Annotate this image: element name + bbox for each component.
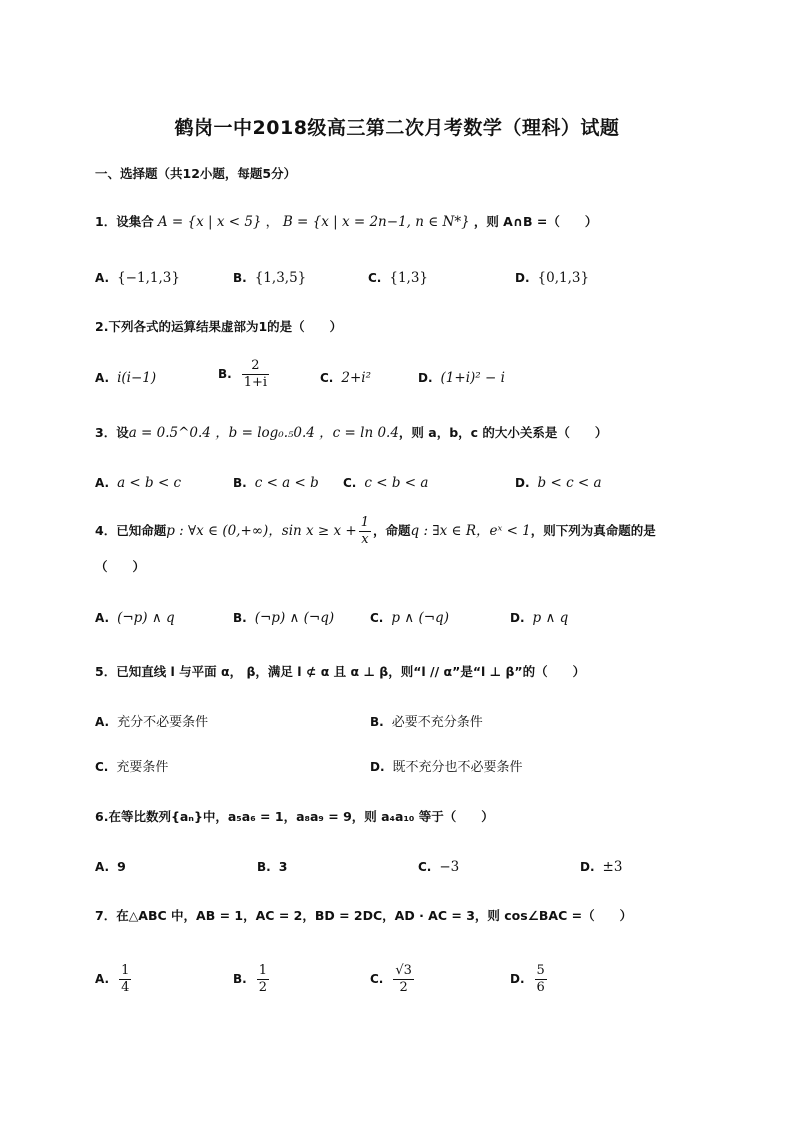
q1-tail: ，则 A∩B =（ ） xyxy=(473,214,598,229)
q6-option-c: C. −3 xyxy=(418,859,460,875)
q7-option-a: A. $\frac{1}{4}$ xyxy=(95,963,130,995)
page-title: 鹤岗一中2018级高三第二次月考数学（理科）试题 xyxy=(174,117,620,139)
q4-option-d: D. p ∧ q xyxy=(510,610,569,626)
question-7: 7．在△ABC 中，AB = 1，AC = 2，BD = 2DC，AD · AC = 3，则 cos∠BAC =（ ） xyxy=(95,908,633,923)
question-4: 4．已知命题p : ∀x ∈ (0,+∞)，sin x ≥ x + $\frac{1}{x}$ ，命题q : ∃x ∈ R，eˣ < 1，则下列为真命题的是 xyxy=(95,515,656,547)
question-1 xyxy=(95,213,597,232)
q3-option-d: D. b < c < a xyxy=(515,475,602,491)
q5-option-c: C. 充要条件 xyxy=(95,760,169,775)
q3-option-b: B. c < a < b xyxy=(233,475,319,491)
q2-option-c: C. 2+i² xyxy=(320,370,372,386)
q7-option-d: D. $\frac{5}{6}$ xyxy=(510,963,545,995)
q4-option-b: B. (¬p) ∧ (¬q) xyxy=(233,610,335,626)
q2-option-d: D. (1+i)² − i xyxy=(418,370,505,386)
q1-sep: ， xyxy=(265,215,279,230)
q6-option-b: B. 3 xyxy=(257,859,288,874)
q2-option-b: B. $\frac{2}{1+i}$ xyxy=(218,358,268,390)
q7-option-b: B. $\frac{1}{2}$ xyxy=(233,963,267,995)
q1-set-b: B = {x | x = 2n−1, n ∈ N*} xyxy=(282,214,470,230)
q1-option-a: A. {−1,1,3} xyxy=(95,270,180,286)
q1-prefix: 1．设集合 xyxy=(95,214,154,229)
question-6: 6.在等比数列{aₙ}中，a₅a₆ = 1，a₈a₉ = 9，则 a₄a₁₀ 等于（ ） xyxy=(95,809,494,824)
q3-option-a: A. a < b < c xyxy=(95,475,182,491)
q1-option-c: C. {1,3} xyxy=(368,270,429,286)
question-3: 3．设a = 0.5^0.4 ，b = log₀.₅0.4 ，c = ln 0.4，则 a，b，c 的大小关系是（ ） xyxy=(95,425,608,441)
q1-option-d: D. {0,1,3} xyxy=(515,270,590,286)
q5-option-a: A. 充分不必要条件 xyxy=(95,715,209,730)
section-heading: 一、选择题（共12小题，每题5分） xyxy=(95,166,297,181)
question-5: 5．已知直线 l 与平面 α， β，满足 l ⊄ α 且 α ⊥ β，则“l // α”是“l ⊥ β”的（ ） xyxy=(95,664,586,679)
q1-option-b: B. {1,3,5} xyxy=(233,270,307,286)
q1-set-a: A = {x | x < 5} xyxy=(157,214,262,230)
q6-option-d: D. ±3 xyxy=(580,859,623,875)
q4-option-a: A. (¬p) ∧ q xyxy=(95,610,175,626)
question-2: 2.下列各式的运算结果虚部为1的是（ ） xyxy=(95,319,343,334)
q5-option-d: D. 既不充分也不必要条件 xyxy=(370,760,523,775)
q7-option-c: C. $\frac{√3}{2}$ xyxy=(370,963,412,995)
q5-option-b: B. 必要不充分条件 xyxy=(370,715,483,730)
q2-option-a: A. i(i−1) xyxy=(95,370,157,386)
q6-option-a: A. 9 xyxy=(95,859,126,874)
q3-option-c: C. c < b < a xyxy=(343,475,429,491)
q4-paren: （ ） xyxy=(95,559,146,574)
q4-option-c: C. p ∧ (¬q) xyxy=(370,610,449,626)
